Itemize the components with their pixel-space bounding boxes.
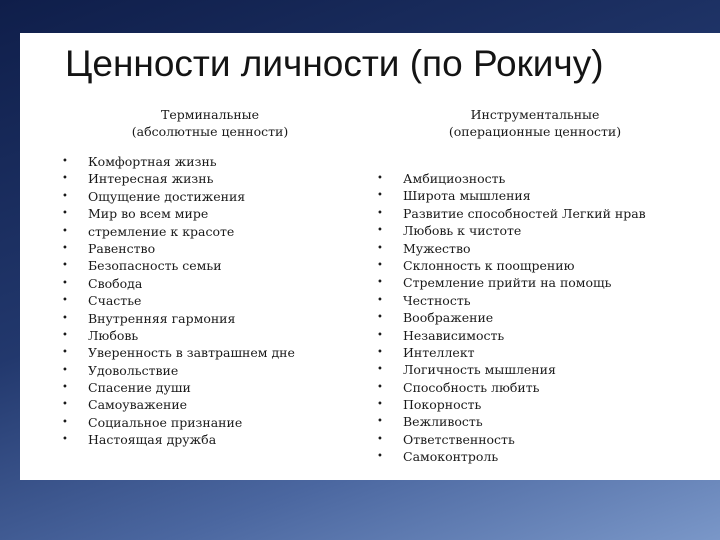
list-item-text: Любовь (88, 327, 139, 343)
bullet-icon: • (377, 381, 383, 393)
bullet-icon: • (62, 173, 68, 185)
list-item (375, 274, 646, 291)
slide (20, 33, 720, 480)
list-item (375, 448, 646, 465)
list-item (375, 170, 646, 187)
list-item (375, 309, 646, 326)
bullet-icon: • (377, 225, 383, 237)
list-item (375, 327, 646, 344)
terminal-values-list (60, 153, 295, 449)
list-item-text: Склонность к поощрению (403, 257, 575, 273)
list-item (60, 205, 295, 222)
bullet-icon: • (377, 242, 383, 254)
list-item (60, 153, 295, 170)
list-item (60, 188, 295, 205)
bullet-icon: • (377, 329, 383, 341)
list-item-text: Интересная жизнь (88, 171, 214, 187)
bullet-icon: • (62, 242, 68, 254)
list-item-text: Безопасность семьи (88, 258, 222, 274)
bullet-icon: • (62, 295, 68, 307)
bullet-icon: • (62, 260, 68, 272)
bullet-icon: • (377, 294, 383, 306)
list-item (375, 344, 646, 361)
bullet-icon: • (377, 207, 383, 219)
list-item-text: Логичность мышления (403, 362, 556, 378)
bullet-icon: • (62, 312, 68, 324)
bullet-icon: • (62, 364, 68, 376)
bullet-icon: • (377, 364, 383, 376)
bullet-icon: • (377, 451, 383, 463)
list-item-text: Мир во всем мире (88, 206, 209, 222)
bullet-icon: • (62, 416, 68, 428)
list-item-text: Равенство (88, 240, 156, 256)
bullet-icon: • (62, 399, 68, 411)
list-item (60, 170, 295, 187)
list-item (375, 187, 646, 204)
bullet-icon: • (62, 382, 68, 394)
bullet-icon: • (377, 346, 383, 358)
instrumental-heading-line2: (операционные ценности) (448, 124, 622, 139)
list-item-text: Вежливость (403, 414, 483, 430)
list-item (60, 292, 295, 309)
list-item (375, 205, 646, 222)
list-item-text: Комфортная жизнь (88, 154, 217, 169)
bullet-icon: • (377, 399, 383, 411)
list-item (375, 240, 646, 257)
bullet-icon: • (377, 416, 383, 428)
list-item (60, 379, 295, 396)
list-item-text: Внутренняя гармония (88, 310, 236, 326)
bullet-icon: • (377, 433, 383, 445)
terminal-heading-line2: (абсолютные ценности) (131, 124, 289, 139)
list-item-text: стремление к красоте (88, 223, 235, 239)
bullet-icon: • (377, 312, 383, 324)
instrumental-values-list (375, 170, 646, 466)
terminal-heading-line1: Терминальные (161, 107, 259, 122)
bullet-icon: • (62, 277, 68, 289)
list-item-text: Покорность (403, 397, 482, 413)
list-item (60, 327, 295, 344)
list-item-text: Интеллект (403, 344, 475, 360)
list-item (60, 344, 295, 361)
list-item (60, 396, 295, 413)
list-item (60, 223, 295, 240)
list-item-text: Спасение души (88, 380, 191, 396)
bullet-icon: • (377, 190, 383, 202)
bullet-icon: • (62, 225, 68, 237)
list-item-text: Амбициозность (403, 171, 506, 186)
list-item-text: Способность любить (403, 379, 540, 395)
list-item-text: Удовольствие (88, 362, 179, 378)
list-item-text: Воображение (403, 310, 494, 326)
list-item-text: Ответственность (403, 431, 515, 447)
instrumental-values-heading (425, 106, 645, 140)
list-item-text: Счастье (88, 293, 142, 309)
list-item (375, 413, 646, 430)
list-item (60, 431, 295, 448)
list-item (375, 379, 646, 396)
list-item (60, 275, 295, 292)
bullet-icon: • (377, 173, 383, 184)
bullet-icon: • (62, 434, 68, 446)
bullet-icon: • (62, 347, 68, 359)
bullet-icon: • (377, 277, 383, 289)
bullet-icon: • (62, 156, 68, 167)
list-item-text: Любовь к чистоте (403, 223, 522, 239)
list-item (375, 431, 646, 448)
terminal-values-heading (110, 106, 310, 140)
list-item (60, 240, 295, 257)
list-item (60, 414, 295, 431)
list-item-text: Самоуважение (88, 397, 188, 413)
slide-title: Ценности личности (по Рокичу) (65, 43, 604, 84)
instrumental-heading-line1: Инструментальные (470, 107, 600, 122)
list-item-text: Ощущение достижения (88, 188, 246, 204)
list-item (375, 222, 646, 239)
list-item (60, 257, 295, 274)
list-item (375, 257, 646, 274)
list-item-text: Самоконтроль (403, 449, 499, 465)
list-item (375, 396, 646, 413)
bullet-icon: • (62, 329, 68, 341)
list-item-text: Настоящая дружба (88, 432, 217, 448)
list-item-text: Стремление прийти на помощь (403, 275, 612, 291)
list-item-text: Независимость (403, 327, 505, 343)
list-item-text: Широта мышления (403, 188, 531, 204)
bullet-icon: • (377, 259, 383, 271)
list-item (60, 362, 295, 379)
list-item-text: Свобода (88, 275, 143, 291)
list-item (60, 310, 295, 327)
list-item-text: Развитие способностей Легкий нрав (403, 205, 646, 221)
list-item (375, 292, 646, 309)
list-item-text: Честность (403, 292, 471, 308)
bullet-icon: • (62, 208, 68, 220)
list-item (375, 361, 646, 378)
list-item-text: Уверенность в завтрашнем дне (88, 345, 295, 361)
bullet-icon: • (62, 190, 68, 202)
list-item-text: Социальное признание (88, 414, 243, 430)
list-item-text: Мужество (403, 240, 471, 256)
